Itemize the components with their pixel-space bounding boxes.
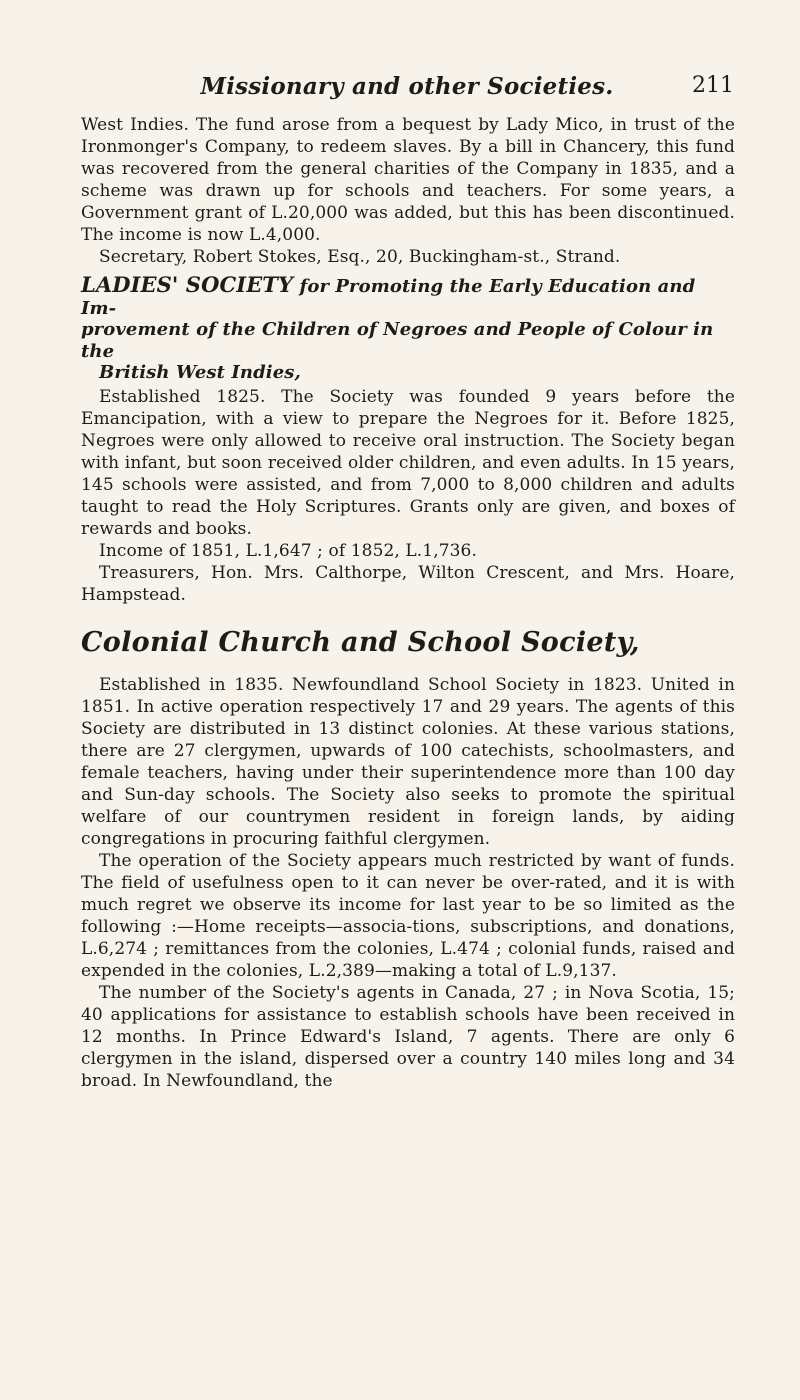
colonial-society-paragraph-2: The operation of the Society appears much restricted by want of funds. The field of usefulness open to it can never be over-rated, and it is with much regret we observe its income for last year to be so limited as the following :—Home receipts—associa-tions, subscriptions, and donations, L.6,274 ; remittances from the colonies, L.474 ; colonial funds, raised and expended in the colonies, L.2,389—making a total of L.9,137. bbox=[81, 850, 735, 981]
ladies-society-heading-name: LADIES' SOCIETY bbox=[81, 272, 294, 297]
ladies-society-heading-line2: provement of the Children of Negroes and People of Colour in the bbox=[81, 319, 714, 362]
mico-charity-paragraph: West Indies. The fund arose from a bequest by Lady Mico, in trust of the Ironmonger's Company, to redeem slaves. By a bill in Chancery, this fund was recovered from the general charities of the Company in 1835, and a scheme was drawn up for schools and teachers. For some years, a Government grant of L.20,000 was added, but this has been discontinued. The income is now L.4,000. bbox=[81, 115, 735, 245]
ladies-society-paragraph: Established 1825. The Society was founded 9 years before the Emancipation, with a view to prepare the Negroes for it. Before 1825, Negroes were only allowed to receive oral instruction. The Society began with infant, but soon received older children, and even adults. In 15 years, 145 schools were assisted, and from 7,000 to 8,000 children and adults taught to read the Holy Scriptures. Grants only are given, and boxes of rewards and books. bbox=[81, 386, 735, 539]
ladies-society-heading-line1: for Promoting the Early Education and Im- bbox=[81, 276, 696, 319]
ladies-society-income: Income of 1851, L.1,647 ; of 1852, L.1,736. bbox=[99, 540, 477, 561]
ladies-society-treasurers: Treasurers, Hon. Mrs. Calthorpe, Wilton Crescent, and Mrs. Hoare, Hampstead. bbox=[81, 562, 735, 605]
running-title: Missionary and other Societies. bbox=[200, 73, 614, 100]
colonial-society-paragraph-1: Established in 1835. Newfoundland School Society in 1823. United in 1851. In active operation respectively 17 and 29 years. The agents of this Society are distributed in 13 distinct colonies. At these various stations, there are 27 clergymen, upwards of 100 catechists, schoolmasters, and female teachers, having under their superintendence more than 100 day and Sun-day schools. The Society also seeks to promote the spiritual welfare of our countrymen resident in foreign lands, by aiding congregations in procuring faithful clergymen. bbox=[81, 674, 735, 849]
page-header bbox=[80, 73, 734, 103]
ladies-society-heading bbox=[81, 274, 735, 384]
page-number: 211 bbox=[692, 73, 734, 98]
ladies-society-heading-line3: British West Indies, bbox=[99, 362, 301, 383]
mico-secretary-line: Secretary, Robert Stokes, Esq., 20, Buckingham-st., Strand. bbox=[99, 247, 621, 267]
colonial-society-paragraph-3: The number of the Society's agents in Canada, 27 ; in Nova Scotia, 15; 40 applications for assistance to establish schools have been received in 12 months. In Prince Edward's Island, 7 agents. There are only 6 clergymen in the island, dispersed over a country 140 miles long and 34 broad. In Newfoundland, the bbox=[81, 982, 735, 1091]
colonial-society-heading: Colonial Church and School Society, bbox=[81, 626, 640, 658]
page-body bbox=[81, 114, 735, 1092]
